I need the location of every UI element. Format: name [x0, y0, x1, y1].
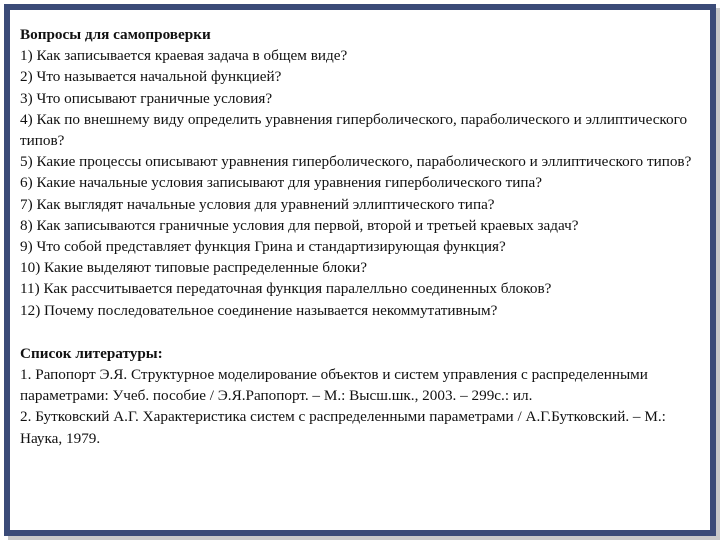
question-item: 2) Что называется начальной функцией? — [20, 68, 282, 86]
section-spacer — [20, 321, 700, 343]
question-item: 1) Как записывается краевая задача в общем виде? — [20, 47, 348, 65]
literature-heading: Список литературы: — [20, 344, 163, 362]
question-item: 3) Что описывают граничные условия? — [20, 89, 273, 107]
questions-heading: Вопросы для самопроверки — [20, 26, 211, 43]
question-item: 10) Какие выделяют типовые распределенные блоки? — [20, 259, 368, 277]
question-item: 4) Как по внешнему виду определить уравнения гиперболического, параболического и эллиптического типов? — [20, 110, 688, 150]
slide-frame — [4, 4, 716, 536]
question-item: 8) Как записываются граничные условия для первой, второй и третьей краевых задач? — [20, 216, 579, 234]
slide-content — [20, 24, 700, 449]
question-item: 12) Почему последовательное соединение называется некоммутативным? — [20, 301, 498, 319]
question-item: 5) Какие процессы описывают уравнения гиперболического, параболического и эллиптического типов? — [20, 153, 692, 171]
literature-item: 2. Бутковский А.Г. Характеристика систем с распределенными параметрами / А.Г.Бутковский. – М.: Наука, 1979. — [20, 408, 666, 447]
literature-item: 1. Рапопорт Э.Я. Структурное моделирование объектов и систем управления с распределенными параметрами: Учеб. пособие / Э.Я.Рапопорт. – М.: Высш.шк., 2003. – 299с.: ил. — [20, 366, 648, 405]
question-item: 11) Как рассчитывается передаточная функция паралелльно соединенных блоков? — [20, 280, 552, 298]
question-item: 7) Как выглядят начальные условия для уравнений эллиптического типа? — [20, 195, 495, 213]
question-item: 9) Что собой представляет функция Грина и стандартизирующая функция? — [20, 238, 506, 256]
question-item: 6) Какие начальные условия записывают для уравнения гиперболического типа? — [20, 174, 542, 192]
